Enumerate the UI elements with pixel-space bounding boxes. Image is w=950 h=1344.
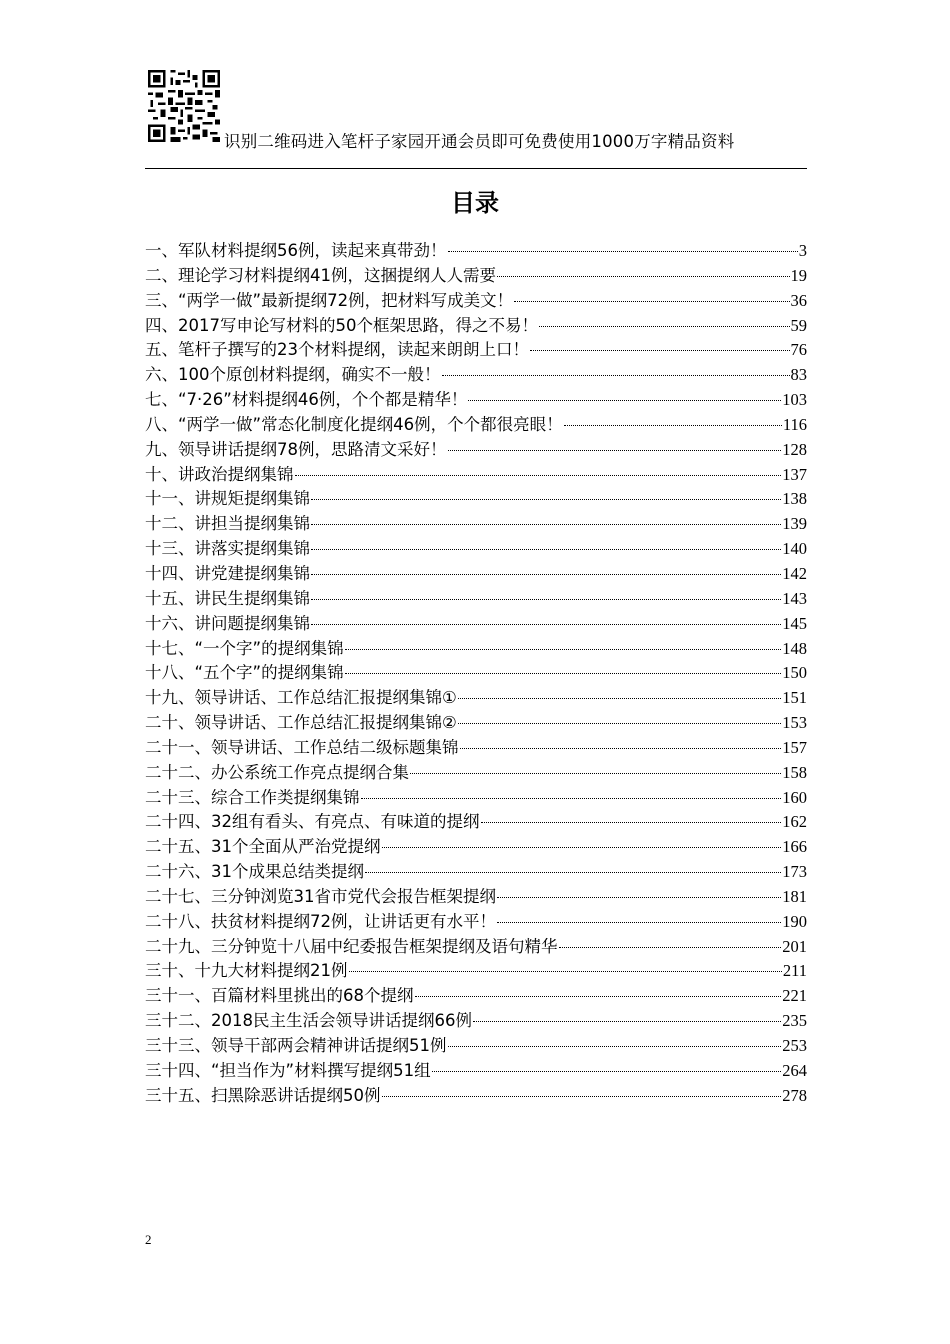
toc-entry[interactable] [145, 587, 807, 612]
toc-entry[interactable] [145, 835, 807, 860]
toc-leader-dots [382, 846, 782, 848]
toc-entry-title: 十八、“五个字”的提纲集锦 [145, 663, 344, 683]
toc-leader-dots [460, 747, 782, 749]
toc-entry-page: 235 [782, 1011, 807, 1031]
toc-entry[interactable] [145, 388, 807, 413]
toc-leader-dots [539, 325, 790, 327]
toc-entry-page: 142 [782, 563, 807, 583]
toc-entry[interactable] [145, 438, 807, 463]
page-number: 2 [145, 1232, 152, 1247]
toc-entry-title: 九、领导讲话提纲78例，思路清文采好！ [145, 439, 447, 459]
toc-entry-title: 二十二、办公系统工作亮点提纲合集 [145, 762, 409, 782]
toc-entry-title: 七、“7·26”材料提纲46例，个个都是精华！ [145, 390, 468, 410]
table-of-contents [145, 239, 807, 1109]
toc-entry-page: 128 [782, 439, 807, 459]
toc-leader-dots [382, 1095, 782, 1097]
toc-entry[interactable] [145, 1059, 807, 1084]
toc-leader-dots [473, 1020, 781, 1022]
toc-leader-dots [468, 399, 781, 401]
toc-entry-page: 173 [782, 862, 807, 882]
toc-entry-title: 三十四、“担当作为”材料撰写提纲51组 [145, 1060, 431, 1080]
toc-entry-title: 四、2017写申论写材料的50个框架思路，得之不易！ [145, 315, 538, 335]
toc-leader-dots [361, 797, 782, 799]
toc-entry-page: 150 [782, 663, 807, 683]
toc-leader-dots [497, 275, 790, 277]
header-banner-text: 识别二维码进入笔杆子家园开通会员即可免费使用1000万字精品资料 [224, 132, 735, 151]
toc-entry-title: 十四、讲党建提纲集锦 [145, 563, 310, 583]
toc-leader-dots [448, 250, 798, 252]
toc-entry[interactable] [145, 885, 807, 910]
toc-entry-page: 138 [782, 489, 807, 509]
toc-entry[interactable] [145, 786, 807, 811]
toc-leader-dots [311, 598, 781, 600]
toc-leader-dots [311, 623, 781, 625]
toc-leader-dots [415, 995, 782, 997]
toc-entry-page: 157 [782, 737, 807, 757]
toc-entry-title: 六、100个原创材料提纲，确实不一般！ [145, 365, 441, 385]
toc-entry[interactable] [145, 637, 807, 662]
toc-leader-dots [564, 424, 782, 426]
toc-entry[interactable] [145, 935, 807, 960]
toc-entry-page: 145 [782, 613, 807, 633]
toc-leader-dots [497, 896, 781, 898]
toc-leader-dots [311, 573, 781, 575]
toc-entry-page: 211 [782, 961, 807, 981]
toc-entry-title: 二十七、三分钟浏览31省市党代会报告框架提纲 [145, 886, 496, 906]
toc-entry-title: 一、军队材料提纲56例，读起来真带劲！ [145, 241, 447, 260]
toc-entry-page: 190 [782, 911, 807, 931]
toc-entry-page: 160 [782, 787, 807, 807]
toc-entry[interactable] [145, 537, 807, 562]
toc-entry-title: 三、“两学一做”最新提纲72例，把材料写成美文！ [145, 290, 514, 310]
toc-entry-title: 三十、十九大材料提纲21例 [145, 961, 348, 981]
toc-entry[interactable] [145, 686, 807, 711]
toc-entry-page: 148 [782, 638, 807, 658]
toc-entry-title: 二十六、31个成果总结类提纲 [145, 862, 364, 882]
toc-leader-dots [345, 648, 782, 650]
toc-entry[interactable] [145, 338, 807, 363]
toc-leader-dots [442, 374, 790, 376]
toc-entry[interactable] [145, 1084, 807, 1109]
toc-entry-title: 十、讲政治提纲集锦 [145, 464, 294, 484]
toc-entry[interactable] [145, 761, 807, 786]
toc-entry[interactable] [145, 512, 807, 537]
toc-entry[interactable] [145, 860, 807, 885]
toc-entry-page: 143 [782, 588, 807, 608]
toc-leader-dots [349, 970, 782, 972]
toc-entry[interactable] [145, 612, 807, 637]
toc-leader-dots [448, 449, 782, 451]
toc-entry[interactable] [145, 314, 807, 339]
toc-leader-dots [432, 1070, 782, 1072]
toc-entry-page: 139 [782, 514, 807, 534]
qr-code-icon[interactable] [148, 70, 220, 142]
toc-entry[interactable] [145, 984, 807, 1009]
toc-entry-page: 166 [782, 837, 807, 857]
toc-entry-page: 158 [782, 762, 807, 782]
toc-entry[interactable] [145, 264, 807, 289]
toc-entry-title: 十九、领导讲话、工作总结汇报提纲集锦① [145, 688, 457, 708]
toc-entry-page: 59 [790, 315, 807, 335]
toc-entry-title: 十六、讲问题提纲集锦 [145, 613, 310, 633]
toc-entry-title: 三十三、领导干部两会精神讲话提纲51例 [145, 1036, 447, 1055]
toc-entry-page: 264 [782, 1060, 807, 1080]
toc-entry-title: 二十、领导讲话、工作总结汇报提纲集锦② [145, 713, 457, 733]
toc-entry-title: 十二、讲担当提纲集锦 [145, 514, 310, 534]
toc-entry[interactable] [145, 1034, 807, 1059]
toc-leader-dots [458, 722, 781, 724]
toc-leader-dots [345, 672, 782, 674]
toc-leader-dots [311, 523, 781, 525]
toc-entry-page: 151 [782, 688, 807, 708]
toc-leader-dots [559, 946, 782, 948]
toc-entry[interactable] [145, 463, 807, 488]
toc-entry-title: 三十一、百篇材料里挑出的68个提纲 [145, 986, 414, 1006]
page-title: 目录 [451, 189, 499, 217]
toc-leader-dots [311, 548, 781, 550]
toc-entry[interactable] [145, 1009, 807, 1034]
toc-entry[interactable] [145, 562, 807, 587]
toc-leader-dots [448, 1045, 782, 1047]
toc-leader-dots [410, 772, 781, 774]
toc-entry-page: 3 [798, 241, 807, 260]
toc-entry-title: 十一、讲规矩提纲集锦 [145, 489, 310, 509]
toc-entry-title: 十五、讲民生提纲集锦 [145, 588, 310, 608]
toc-entry-page: 103 [782, 390, 807, 410]
toc-entry-title: 二十八、扶贫材料提纲72例，让讲话更有水平！ [145, 911, 496, 931]
toc-entry[interactable] [145, 736, 807, 761]
toc-entry-page: 140 [782, 539, 807, 559]
toc-entry-page: 76 [790, 340, 807, 360]
toc-entry[interactable] [145, 910, 807, 935]
toc-entry[interactable] [145, 363, 807, 388]
toc-entry[interactable] [145, 711, 807, 736]
toc-entry-page: 36 [790, 290, 807, 310]
toc-entry-title: 三十二、2018民主生活会领导讲话提纲66例 [145, 1011, 472, 1031]
toc-leader-dots [497, 921, 781, 923]
toc-entry-title: 二十三、综合工作类提纲集锦 [145, 787, 360, 807]
toc-entry-title: 二十五、31个全面从严治党提纲 [145, 837, 381, 857]
toc-entry-title: 五、笔杆子撰写的23个材料提纲，读起来朗朗上口！ [145, 340, 529, 360]
toc-entry[interactable] [145, 289, 807, 314]
toc-entry-page: 137 [782, 464, 807, 484]
toc-leader-dots [458, 697, 781, 699]
toc-entry-page: 201 [782, 936, 807, 956]
toc-entry-title: 二十四、32组有看头、有亮点、有味道的提纲 [145, 812, 480, 832]
toc-entry-page: 221 [782, 986, 807, 1006]
toc-entry-page: 253 [782, 1036, 807, 1055]
toc-entry[interactable] [145, 487, 807, 512]
toc-leader-dots [295, 474, 782, 476]
toc-leader-dots [365, 871, 781, 873]
toc-leader-dots [481, 821, 782, 823]
toc-entry[interactable] [145, 959, 807, 984]
toc-entry[interactable] [145, 810, 807, 835]
toc-entry-page: 162 [782, 812, 807, 832]
toc-entry-page: 181 [782, 886, 807, 906]
toc-entry-page: 83 [790, 365, 807, 385]
toc-entry-page: 153 [782, 713, 807, 733]
header-divider [145, 168, 807, 169]
toc-entry-title: 二十一、领导讲话、工作总结二级标题集锦 [145, 737, 459, 757]
page-header [145, 70, 807, 170]
toc-entry[interactable] [145, 413, 807, 438]
toc-entry-title: 八、“两学一做”常态化制度化提纲46例，个个都很亮眼！ [145, 414, 563, 434]
toc-entry-page: 116 [782, 414, 807, 434]
toc-entry-title: 十三、讲落实提纲集锦 [145, 539, 310, 559]
toc-leader-dots [311, 498, 781, 500]
toc-leader-dots [530, 349, 790, 351]
toc-entry-page: 19 [790, 265, 807, 285]
toc-entry-title: 十七、“一个字”的提纲集锦 [145, 638, 344, 658]
toc-entry-title: 二、理论学习材料提纲41例，这捆提纲人人需要 [145, 265, 496, 285]
toc-leader-dots [514, 300, 789, 302]
toc-entry-title: 三十五、扫黑除恶讲话提纲50例 [145, 1085, 381, 1105]
toc-entry[interactable] [145, 661, 807, 686]
toc-entry[interactable] [145, 239, 807, 264]
toc-entry-title: 二十九、三分钟览十八届中纪委报告框架提纲及语句精华 [145, 936, 558, 956]
toc-entry-page: 278 [782, 1085, 807, 1105]
